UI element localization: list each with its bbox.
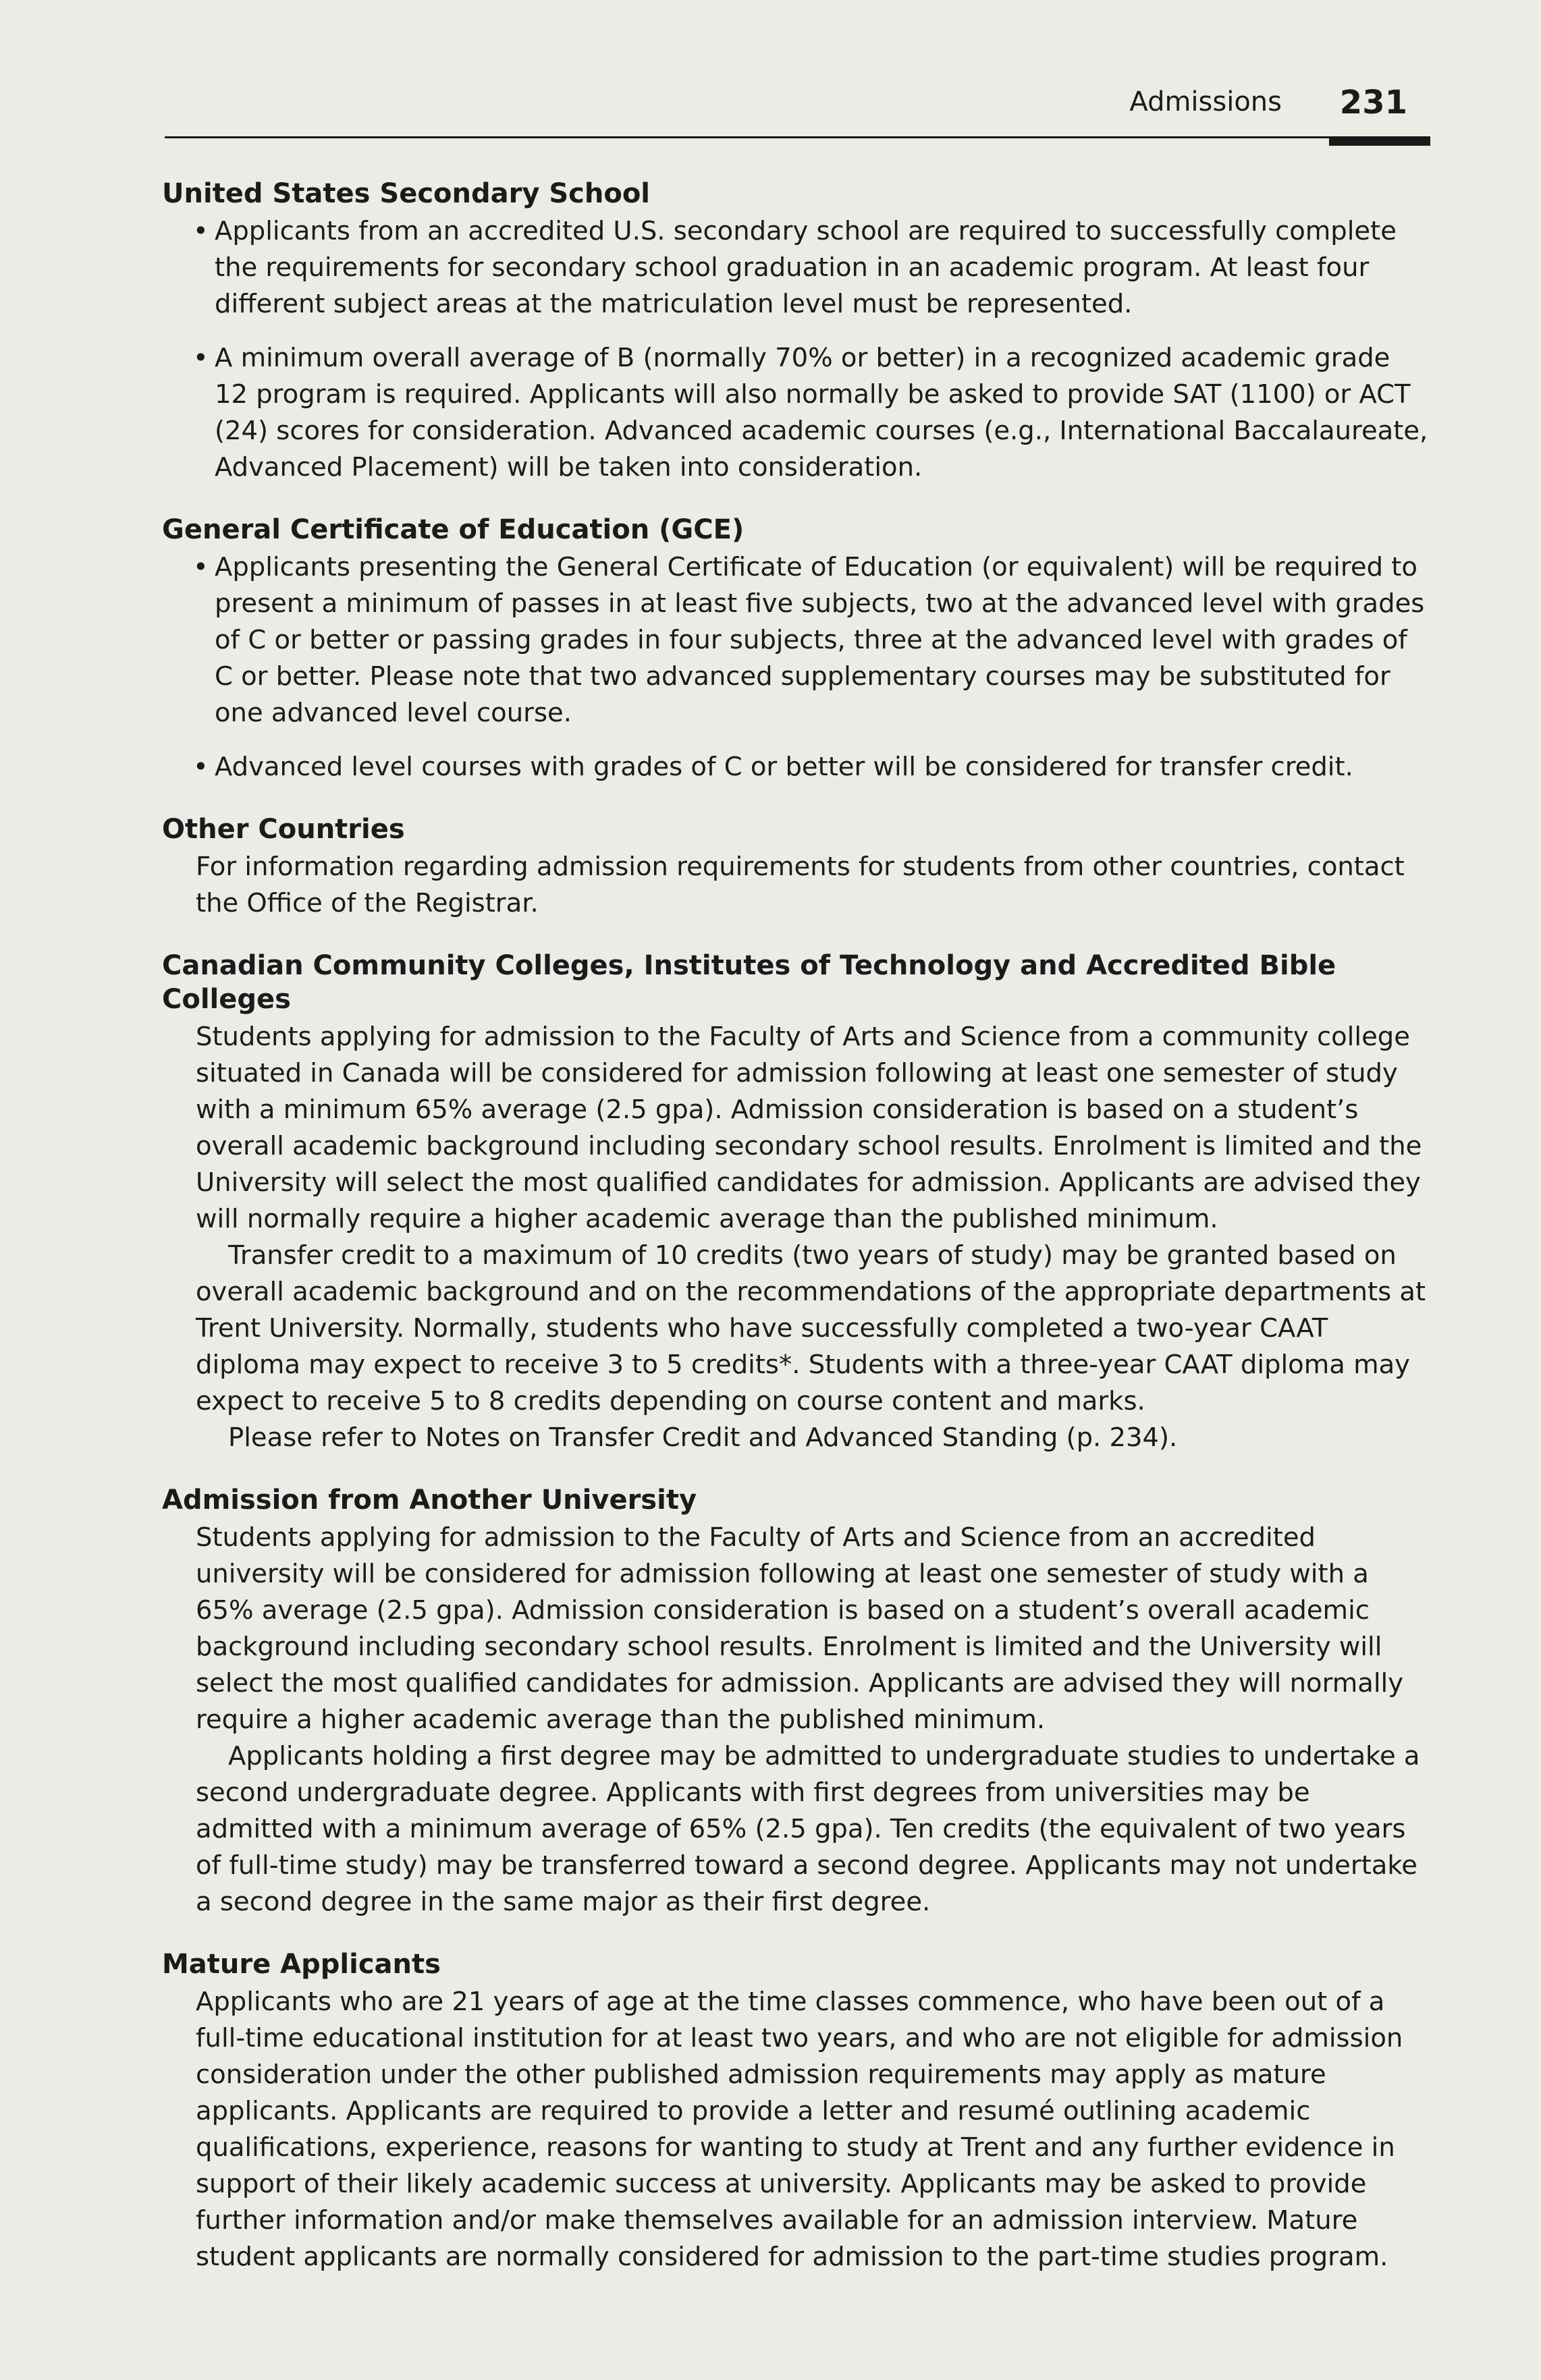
page-content: [162, 177, 1431, 2302]
bullet-item: • A minimum overall average of B (normally 70% or better) in a recognized academic grade 12 program is required. Applicants will also normally be asked to provide SAT (1100) or ACT (24) scores for consideration. Advanced academic courses (e.g., International Baccalaureate, Advanced Placement) will be taken into consideration.: [197, 340, 1431, 486]
page-header: [165, 84, 1430, 144]
section-heading: General Certificate of Education (GCE): [162, 514, 745, 545]
page-number: 231: [1339, 84, 1407, 121]
paragraph: Applicants who are 21 years of age at the time classes commence, who have been out of a full-time educational institution for at least two years, and who are not eligible for admission consideration under the other published admission requirements may apply as mature applicants. Applicants are required to provide a letter and resumé outlining academic qualifications, experience, reasons for wanting to study at Trent and any further evidence in support of their likely academic success at university. Applicants may be asked to provide further information and/or make themselves available for an admission interview. Mature student applicants are normally considered for admission to the part-time studies program.: [196, 1987, 1403, 2272]
header-rule: [165, 136, 1430, 138]
section-heading: Canadian Community Colleges, Institutes of Technology and Accredited Bible Colleges: [162, 950, 1336, 1015]
paragraph: For information regarding admission requirements for students from other countries, contact the Office of the Registrar.: [196, 852, 1405, 918]
section-another-university: [162, 1483, 1431, 1920]
bullet-item: • Advanced level courses with grades of C or better will be considered for transfer credit.: [197, 749, 1431, 785]
section-gce: [162, 513, 1431, 785]
paragraph: Students applying for admission to the Faculty of Arts and Science from an accredited university will be considered for admission following at least one semester of study with a 65% average (2.5 gpa). Admission consideration is based on a student’s overall academic background including secondary school results. Enrolment is limited and the University will select the most qualified candidates for admission. Applicants are advised they will normally require a higher academic average than the published minimum.: [196, 1522, 1403, 1735]
section-community-colleges: [162, 949, 1431, 1456]
bullet-item: • Applicants from an accredited U.S. secondary school are required to successfully complete the requirements for secondary school graduation in an academic program. At least four different subject areas at the matriculation level must be represented.: [197, 213, 1431, 323]
section-heading: United States Secondary School: [162, 178, 651, 209]
paragraph: Please refer to Notes on Transfer Credit and Advanced Standing (p. 234).: [228, 1422, 1178, 1453]
paragraph: Applicants holding a first degree may be admitted to undergraduate studies to undertake a second undergraduate degree. Applicants with first degrees from universities may be admitted with a minimum average of 65% (2.5 gpa). Ten credits (the equivalent of two years of full-time study) may be transferred toward a second degree. Applicants may not undertake a second degree in the same major as their first degree.: [196, 1741, 1420, 1917]
bullet-item: • Applicants presenting the General Certificate of Education (or equivalent) will be required to present a minimum of passes in at least five subjects, two at the advanced level with grades of C or better or passing grades in four subjects, three at the advanced level with grades of C or better. Please note that two advanced supplementary courses may be substituted for one advanced level course.: [197, 549, 1431, 731]
section-heading: Mature Applicants: [162, 1949, 441, 1980]
section-us-secondary: [162, 177, 1431, 486]
section-mature-applicants: [162, 1947, 1431, 2275]
bullet-list: [162, 549, 1431, 785]
section-heading: Other Countries: [162, 814, 405, 845]
header-bar: [1329, 136, 1430, 146]
bullet-list: [162, 213, 1431, 486]
paragraph: Students applying for admission to the Faculty of Arts and Science from a community college situated in Canada will be considered for admission following at least one semester of study with a minimum 65% average (2.5 gpa). Admission consideration is based on a student’s overall academic background including secondary school results. Enrolment is limited and the University will select the most qualified candidates for admission. Applicants are advised they will normally require a higher academic average than the published minimum.: [196, 1022, 1422, 1234]
section-heading: Admission from Another University: [162, 1485, 697, 1516]
running-head: Admissions: [1129, 86, 1282, 117]
paragraph: Transfer credit to a maximum of 10 credits (two years of study) may be granted based on overall academic background and on the recommendations of the appropriate departments at Trent University. Normally, students who have successfully completed a two-year CAAT diploma may expect to receive 3 to 5 credits*. Students with a three-year CAAT diploma may expect to receive 5 to 8 credits depending on course content and marks.: [196, 1240, 1426, 1416]
section-other-countries: [162, 812, 1431, 922]
